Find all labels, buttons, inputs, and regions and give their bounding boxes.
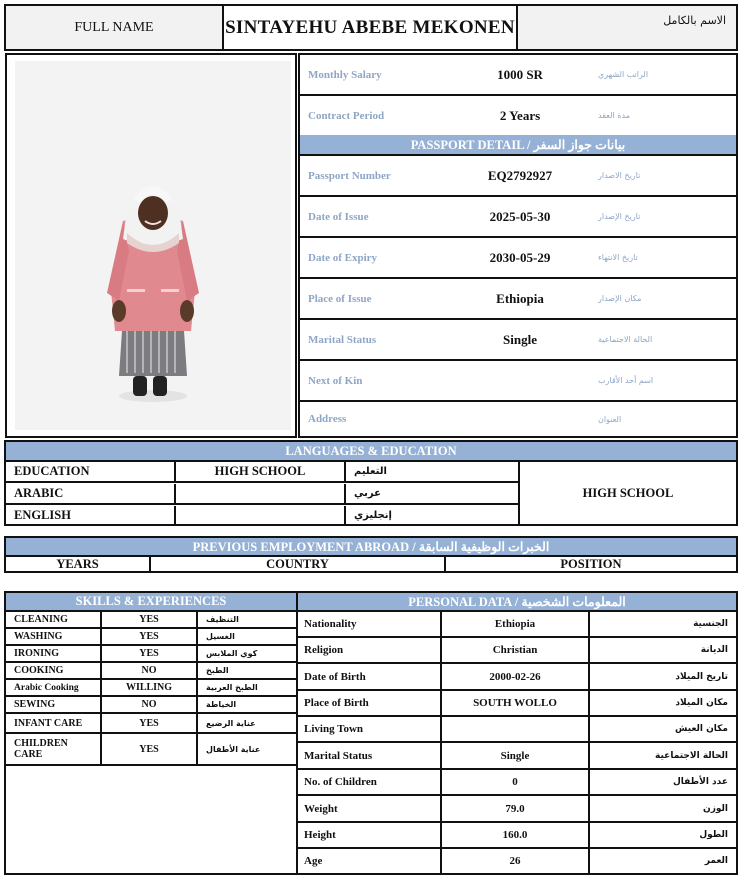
personal-value: SOUTH WOLLO [442, 691, 590, 715]
lang-row-english [6, 506, 518, 524]
lang-label: ENGLISH [6, 506, 176, 524]
previous-employment-table [4, 536, 738, 573]
personal-ar: الحالة الاجتماعية [655, 750, 728, 761]
full-name-label-cell [4, 4, 224, 51]
personal-ar: الوزن [703, 803, 728, 814]
skill-row [6, 714, 300, 734]
skill-ar: الخياطة [198, 697, 296, 714]
skill-ar: عناية الأطفال [198, 734, 296, 766]
skill-name: CLEANING [6, 612, 102, 629]
personal-value: 0 [442, 770, 590, 794]
personal-value: 26 [442, 849, 590, 873]
personal-value: Christian [442, 638, 590, 662]
personal-row-marital-status [298, 743, 736, 770]
skill-name: SEWING [6, 697, 102, 714]
personal-row-religion [298, 638, 736, 664]
info-row-date-of-expiry [300, 238, 736, 279]
personal-value: 2000-02-26 [442, 664, 590, 689]
personal-row-living-town [298, 717, 736, 743]
previous-employment-band [6, 538, 736, 557]
info-ar: مكان الإصدار [598, 294, 642, 303]
info-label: Date of Issue [308, 210, 369, 223]
personal-value [442, 717, 590, 741]
skill-row [6, 646, 300, 663]
personal-ar: العمر [704, 856, 728, 866]
passport-detail-band [300, 135, 736, 156]
personal-ar: مكان الميلاد [675, 698, 728, 708]
personal-row-place-of-birth [298, 691, 736, 717]
skill-row [6, 629, 300, 646]
personal-label: Marital Status [298, 743, 442, 768]
info-value: 1000 SR [497, 66, 543, 82]
info-value: Ethiopia [496, 290, 544, 306]
info-row-monthly-salary [300, 55, 736, 96]
personal-ar: تاريخ الميلاد [675, 671, 728, 682]
skills-experiences-table [4, 591, 298, 875]
personal-row-children [298, 770, 736, 796]
skills-title: SKILLS & EXPERIENCES [75, 594, 227, 608]
info-value: 2025-05-30 [489, 208, 551, 224]
languages-education-table [4, 440, 738, 526]
info-label: Passport Number [308, 169, 391, 182]
skill-name: INFANT CARE [6, 714, 102, 734]
personal-label: Religion [298, 638, 442, 662]
personal-value: 160.0 [442, 823, 590, 847]
lang-value [176, 484, 346, 503]
personal-label: Place of Birth [298, 691, 442, 715]
person-illustration [15, 61, 291, 430]
personal-label: No. of Children [298, 770, 442, 794]
skill-value: NO [102, 663, 198, 680]
info-row-address [300, 402, 736, 436]
lang-ar: التعليم [354, 466, 387, 477]
info-label: Place of Issue [308, 292, 372, 305]
skill-row [6, 680, 300, 697]
personal-label: Height [298, 823, 442, 847]
languages-education-title: LANGUAGES & EDUCATION [285, 443, 457, 458]
info-row-passport-number [300, 156, 736, 197]
employment-col-country: COUNTRY [151, 557, 446, 571]
full-name-value: SINTAYEHU ABEBE MEKONEN [225, 16, 515, 38]
candidate-photo [5, 53, 297, 438]
personal-ar: الديانة [700, 645, 728, 655]
info-ar: الراتب الشهري [598, 70, 649, 79]
personal-row-age [298, 849, 736, 873]
personal-label: Living Town [298, 717, 442, 741]
info-ar: الحالة الاجتماعية [598, 335, 653, 344]
contract-passport-panel [298, 53, 738, 438]
skill-name: Arabic Cooking [6, 680, 102, 697]
skill-value: YES [102, 629, 198, 646]
skill-value: WILLING [102, 680, 198, 697]
lang-row-arabic [6, 484, 518, 505]
info-ar: تاريخ الإصدار [598, 212, 641, 221]
personal-ar: عدد الأطفال [672, 777, 728, 787]
info-label: Marital Status [308, 333, 377, 346]
skill-value: YES [102, 734, 198, 766]
info-value: EQ2792927 [487, 167, 553, 183]
skill-name: WASHING [6, 629, 102, 646]
skill-ar: التنظيف [198, 612, 296, 629]
full-name-ar-cell [516, 4, 738, 51]
info-row-date-of-issue [300, 197, 736, 238]
skill-value: YES [102, 612, 198, 629]
skill-row [6, 734, 300, 766]
full-name-label: FULL NAME [74, 19, 154, 35]
personal-label: Date of Birth [298, 664, 442, 689]
education-summary: HIGH SCHOOL [518, 462, 736, 524]
lang-value: HIGH SCHOOL [176, 462, 346, 481]
info-label: Next of Kin [308, 374, 363, 387]
personal-label: Age [298, 849, 442, 873]
photo-background [15, 61, 291, 430]
skill-value: YES [102, 646, 198, 663]
skill-value: YES [102, 714, 198, 734]
personal-label: Nationality [298, 612, 442, 636]
personal-data-title: PERSONAL DATA / المعلومات الشخصية [408, 594, 626, 609]
personal-data-band [298, 593, 736, 612]
skill-ar: الطبخ العربية [198, 680, 296, 697]
info-row-next-of-kin [300, 361, 736, 402]
previous-employment-title: PREVIOUS EMPLOYMENT ABROAD / الخبرات الوظيفية السابقة [192, 539, 550, 554]
personal-row-height [298, 823, 736, 849]
info-label: Monthly Salary [308, 68, 382, 81]
info-ar: تاريخ الانتهاء [598, 253, 638, 262]
lang-row-education [6, 462, 518, 483]
personal-row-weight [298, 796, 736, 823]
skill-row [6, 697, 300, 714]
info-value: Single [503, 331, 537, 347]
skill-ar: الطبخ [198, 663, 296, 680]
info-ar: اسم أحد الأقارب [598, 376, 654, 385]
personal-data-table [296, 591, 738, 875]
info-ar: تاريخ الاصدار [598, 171, 641, 180]
personal-ar: مكان العيش [675, 724, 728, 734]
personal-row-nationality [298, 612, 736, 638]
full-name-value-cell [222, 4, 518, 51]
info-value: 2030-05-29 [489, 249, 551, 265]
info-row-marital-status [300, 320, 736, 361]
full-name-ar: الاسم بالكامل [663, 14, 726, 27]
skill-name: IRONING [6, 646, 102, 663]
lang-label: ARABIC [6, 484, 176, 503]
personal-label: Weight [298, 796, 442, 821]
skills-band [6, 593, 296, 612]
personal-ar: الجنسية [693, 619, 728, 629]
personal-row-date-of-birth [298, 664, 736, 691]
info-ar: العنوان [598, 414, 622, 424]
employment-col-position: POSITION [560, 556, 622, 571]
info-label: Address [308, 413, 347, 425]
skill-ar: الغسيل [198, 629, 296, 646]
skill-ar: كوي الملابس [198, 646, 296, 663]
info-value: 2 Years [499, 107, 541, 123]
skill-row [6, 663, 300, 680]
languages-education-band [6, 442, 736, 462]
lang-value [176, 506, 346, 524]
personal-ar: الطول [699, 830, 728, 840]
skill-row [6, 612, 300, 629]
info-row-contract-period [300, 96, 736, 137]
info-label: Date of Expiry [308, 251, 378, 264]
personal-value: 79.0 [442, 796, 590, 821]
lang-label: EDUCATION [6, 462, 176, 481]
skill-ar: عناية الرضيع [198, 714, 296, 734]
personal-value: Ethiopia [442, 612, 590, 636]
lang-ar: إنجليزي [354, 509, 392, 521]
employment-col-years: YEARS [6, 557, 151, 571]
personal-value: Single [442, 743, 590, 768]
passport-detail-title: PASSPORT DETAIL / بيانات جواز السفر [410, 137, 626, 152]
lang-ar: عربي [354, 488, 381, 499]
skill-name: CHILDREN CARE [6, 734, 102, 766]
info-label: Contract Period [308, 109, 385, 122]
skill-value: NO [102, 697, 198, 714]
info-row-place-of-issue [300, 279, 736, 320]
info-ar: مدة العقد [598, 111, 630, 120]
skill-name: COOKING [6, 663, 102, 680]
